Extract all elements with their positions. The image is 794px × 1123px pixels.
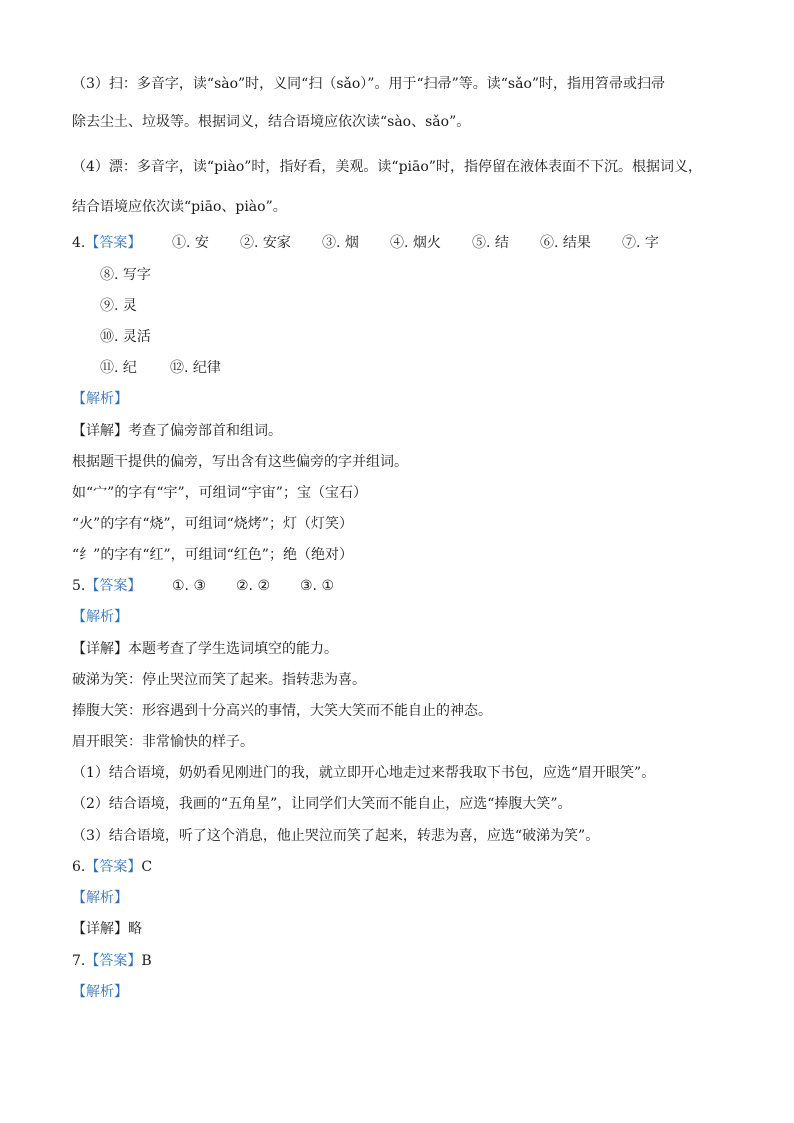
q4-option-12: ⑫. 纪律: [170, 360, 221, 376]
q4-option-6: ⑥. 结果: [540, 235, 591, 251]
q4-option-8: ⑧. 写字: [100, 267, 151, 283]
q5-analysis-tag: 【解析】: [72, 609, 128, 625]
q6-answer: C: [141, 859, 153, 875]
q3-part3-line1: （3）扫：多音字，读“sào”时，义同“扫（sǎo）”。用于“扫帚”等。读“sǎo”时，指用笤帚或扫帚: [72, 76, 666, 92]
q5-line-b: 捧腹大笑：形容遇到十分高兴的事情，大笑大笑而不能自止的神态。: [72, 703, 492, 719]
q5-options-row: [172, 576, 334, 596]
q4-line-c: “火”的字有“烧”，可组词“烧烤”；灯（灯笑）: [72, 516, 353, 532]
q4-option-5: ⑤. 结: [472, 235, 509, 251]
q7-answer-row: [72, 951, 152, 971]
q4-options-row-last: [100, 358, 221, 378]
q4-line-d: “纟”的字有“红”，可组词“红色”；绝（绝对）: [72, 547, 353, 563]
q5-line-c: 眉开眼笑：非常愉快的样子。: [72, 734, 254, 750]
q4-options-row: [172, 233, 659, 253]
q5-detail-text: 本题考查了学生选词填空的能力。: [128, 641, 338, 657]
q7-answer: B: [141, 953, 152, 969]
q5-detail: [72, 639, 338, 659]
q4-answer-row: [72, 233, 141, 253]
q7-number: 7.: [72, 953, 86, 969]
q4-answer-tag: 【答案】: [85, 235, 142, 251]
q4-line-b: 如“宀”的字有“宇”，可组词“宇宙”；宝（宝石）: [72, 485, 367, 501]
q7-answer-tag: 【答案】: [85, 953, 142, 969]
q5-line-a: 破涕为笑：停止哭泣而笑了起来。指转悲为喜。: [72, 672, 366, 688]
q5-line-e: （2）结合语境，我画的“五角星”，让同学们大笑而不能自止，应选“捧腹大笑”。: [72, 796, 572, 812]
q6-answer-row: [72, 857, 152, 877]
q4-option-10: ⑩. 灵活: [100, 329, 151, 345]
q5-line-d: （1）结合语境，奶奶看见刚进门的我，就立即开心地走过来帮我取下书包，应选“眉开眼笑”。: [72, 765, 656, 781]
q5-answer-tag: 【答案】: [85, 578, 142, 594]
q4-option-2: ②. 安家: [240, 235, 291, 251]
q4-option-9: ⑨. 灵: [100, 298, 137, 314]
q3-part4-line2: 结合语境应依次读“piāo、piào”。: [72, 199, 287, 215]
q5-option-2: ②. ②: [236, 578, 271, 594]
q7-analysis-tag: 【解析】: [72, 984, 128, 1000]
q5-answer-row: [72, 576, 141, 596]
q5-detail-tag: 【详解】: [72, 641, 128, 657]
q4-option-7: ⑦. 字: [622, 235, 659, 251]
q4-analysis-tag: 【解析】: [72, 391, 128, 407]
q4-number: 4.: [72, 235, 86, 251]
q6-analysis-tag: 【解析】: [72, 890, 128, 906]
q4-option-11: ⑪. 纪: [100, 360, 137, 376]
q6-detail-text: 略: [128, 921, 142, 937]
q4-detail: [72, 421, 282, 441]
q6-detail: [72, 919, 142, 939]
q6-number: 6.: [72, 859, 86, 875]
q6-answer-tag: 【答案】: [85, 859, 142, 875]
q5-option-1: ①. ③: [172, 578, 207, 594]
q5-line-f: （3）结合语境，听了这个消息，他止哭泣而笑了起来，转悲为喜，应选“破涕为笑”。: [72, 828, 600, 844]
q4-detail-text: 考查了偏旁部首和组词。: [128, 423, 282, 439]
q5-number: 5.: [72, 578, 86, 594]
q5-option-3: ③. ①: [300, 578, 335, 594]
q4-option-4: ④. 烟火: [390, 235, 441, 251]
q4-detail-tag: 【详解】: [72, 423, 128, 439]
q6-detail-tag: 【详解】: [72, 921, 128, 937]
q3-part4-line1: （4）漂：多音字，读“piào”时，指好看，美观。读“piāo”时，指停留在液体表面不下沉。根据词义，: [72, 159, 702, 175]
q4-line-a: 根据题干提供的偏旁，写出含有这些偏旁的字并组词。: [72, 454, 408, 470]
q4-option-1: ①. 安: [172, 235, 209, 251]
q3-part3-line2: 除去尘土、垃圾等。根据词义，结合语境应依次读“sào、sǎo”。: [72, 114, 471, 130]
q4-option-3: ③. 烟: [322, 235, 359, 251]
